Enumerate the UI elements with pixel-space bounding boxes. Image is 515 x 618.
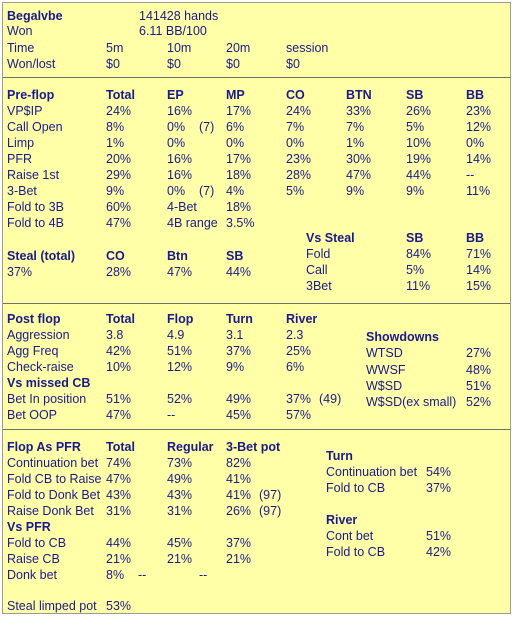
preflop-col-co: CO xyxy=(286,88,305,102)
stat-value: 0% xyxy=(167,184,186,198)
stat-label: 3-Bet xyxy=(7,184,37,198)
steal-col-sb: SB xyxy=(226,249,244,263)
stat-value: 0% xyxy=(226,136,245,150)
flop-pfr-col-total: Total xyxy=(106,440,135,454)
stat-value: 31% xyxy=(106,504,132,518)
four-bet-value: 18% xyxy=(226,200,252,214)
sample-note: (49) xyxy=(319,392,342,406)
preflop-col-mp: MP xyxy=(226,88,245,102)
stat-value: 1% xyxy=(346,136,365,150)
wonlost-session: $0 xyxy=(286,57,300,71)
fold-to-4b-value: 47% xyxy=(106,216,132,230)
stat-value: 12% xyxy=(466,120,492,134)
sample-note: (7) xyxy=(199,184,215,198)
stat-value: 27% xyxy=(466,346,492,360)
stat-value: -- xyxy=(167,408,176,422)
stat-value: 7% xyxy=(346,120,365,134)
stat-value: 41% xyxy=(226,472,252,486)
stat-value: 73% xyxy=(167,456,193,470)
stat-value: 21% xyxy=(106,552,132,566)
stat-value: 8% xyxy=(106,120,125,134)
four-bet-label: 4-Bet xyxy=(167,200,197,214)
stat-value: 1% xyxy=(106,136,125,150)
stat-value: 57% xyxy=(286,408,312,422)
stat-value: 42% xyxy=(426,545,452,559)
stat-value: 5% xyxy=(406,120,425,134)
stat-value: 47% xyxy=(167,265,193,279)
postflop-col-flop: Flop xyxy=(167,312,194,326)
flop-pfr-col-3bet: 3-Bet pot xyxy=(226,440,281,454)
stat-label: Donk bet xyxy=(7,568,58,582)
stat-value: 3.8 xyxy=(106,328,124,342)
stat-value: 17% xyxy=(226,152,252,166)
stat-value: 5% xyxy=(406,263,425,277)
time-session: session xyxy=(286,41,329,55)
player-stats-panel xyxy=(2,2,511,614)
stat-label: Continuation bet xyxy=(326,465,418,479)
stat-value: 24% xyxy=(106,104,132,118)
stat-value: 9% xyxy=(226,360,245,374)
stat-value: 6% xyxy=(226,120,245,134)
wonlost-5m: $0 xyxy=(106,57,120,71)
stat-value: 12% xyxy=(167,360,193,374)
stat-value: 14% xyxy=(466,152,492,166)
stat-value: 47% xyxy=(346,168,372,182)
player-name: Begalvbe xyxy=(7,9,63,23)
stat-value: 14% xyxy=(466,263,492,277)
stat-value: 45% xyxy=(226,408,252,422)
stat-label: Check-raise xyxy=(7,360,74,374)
fourb-range-label: 4B range xyxy=(167,216,218,230)
stat-label: Agg Freq xyxy=(7,344,59,358)
stat-value: -- xyxy=(138,568,147,582)
stat-value: 10% xyxy=(406,136,432,150)
preflop-title: Pre-flop xyxy=(7,88,55,102)
stat-value: 0% xyxy=(466,136,485,150)
stat-value: 52% xyxy=(466,395,492,409)
stat-value: 16% xyxy=(167,104,193,118)
river-title: River xyxy=(326,513,358,527)
stat-value: 26% xyxy=(406,104,432,118)
stat-value: 16% xyxy=(167,152,193,166)
preflop-col-sb: SB xyxy=(406,88,424,102)
stat-label: Fold to CB xyxy=(326,481,386,495)
stat-value: 6% xyxy=(286,360,305,374)
stat-value: 5% xyxy=(286,184,305,198)
steal-col-btn: Btn xyxy=(167,249,188,263)
stat-label: W$SD(ex small) xyxy=(366,395,457,409)
stat-value: 84% xyxy=(406,247,432,261)
stat-value: 0% xyxy=(286,136,305,150)
postflop-col-river: River xyxy=(286,312,318,326)
postflop-col-turn: Turn xyxy=(226,312,253,326)
stat-value: 44% xyxy=(106,536,132,550)
stat-value: 20% xyxy=(106,152,132,166)
stat-value: 21% xyxy=(167,552,193,566)
stat-value: 37% xyxy=(226,344,252,358)
flop-pfr-title: Flop As PFR xyxy=(7,440,81,454)
showdowns-title: Showdowns xyxy=(366,330,439,344)
stat-value: 3.1 xyxy=(226,328,244,342)
stat-value: 15% xyxy=(466,279,492,293)
preflop-col-btn: BTN xyxy=(346,88,372,102)
stat-value: 11% xyxy=(466,184,491,198)
preflop-col-ep: EP xyxy=(167,88,184,102)
vs-steal-col-sb: SB xyxy=(406,231,424,245)
stat-label: Call Open xyxy=(7,120,63,134)
stat-value: 30% xyxy=(346,152,372,166)
stat-label: Limp xyxy=(7,136,35,150)
stat-value: 51% xyxy=(106,392,132,406)
stat-value: 52% xyxy=(167,392,193,406)
stat-label: Fold to CB xyxy=(326,545,386,559)
preflop-col-total: Total xyxy=(106,88,135,102)
wonlost-10m: $0 xyxy=(167,57,181,71)
stat-label: Fold CB to Raise xyxy=(7,472,102,486)
stat-label: Fold xyxy=(306,247,331,261)
stat-value: 71% xyxy=(466,247,492,261)
stat-value: 54% xyxy=(426,465,452,479)
stat-value: 37% xyxy=(226,536,252,550)
stat-value: 51% xyxy=(466,379,492,393)
time-5m: 5m xyxy=(106,41,124,55)
stat-value: 26% xyxy=(226,504,252,518)
preflop-col-bb: BB xyxy=(466,88,485,102)
vs-steal-col-bb: BB xyxy=(466,231,485,245)
stat-value: 2.3 xyxy=(286,328,304,342)
stat-value: 31% xyxy=(167,504,193,518)
steal-title: Steal (total) xyxy=(7,249,76,263)
stat-label: PFR xyxy=(7,152,32,166)
stat-value: 24% xyxy=(286,104,312,118)
stat-value: 51% xyxy=(167,344,193,358)
stat-value: -- xyxy=(199,568,208,582)
time-20m: 20m xyxy=(226,41,251,55)
stat-value: 28% xyxy=(286,168,312,182)
vs-missed-cb-title: Vs missed CB xyxy=(7,376,91,390)
stat-value: 9% xyxy=(346,184,365,198)
time-label: Time xyxy=(7,41,35,55)
stat-label: WTSD xyxy=(366,346,403,360)
stat-label: WWSF xyxy=(366,363,406,377)
stat-value: 33% xyxy=(346,104,372,118)
steal-col-co: CO xyxy=(106,249,125,263)
steal-total-value: 37% xyxy=(7,265,33,279)
stat-label: Fold to Donk Bet xyxy=(7,488,101,502)
divider xyxy=(3,77,510,78)
stat-value: 0% xyxy=(167,120,186,134)
stat-label: Call xyxy=(306,263,328,277)
stat-label: VP$IP xyxy=(7,104,43,118)
stat-value: 51% xyxy=(426,529,452,543)
sample-note: (97) xyxy=(259,488,282,502)
stat-label: Raise 1st xyxy=(7,168,60,182)
stat-value: 19% xyxy=(406,152,432,166)
postflop-title: Post flop xyxy=(7,312,61,326)
stat-value: 41% xyxy=(226,488,252,502)
stat-value: 25% xyxy=(286,344,312,358)
time-10m: 10m xyxy=(167,41,192,55)
hands-count: 141428 hands xyxy=(139,9,219,23)
stat-label: Aggression xyxy=(7,328,70,342)
stat-label: Cont bet xyxy=(326,529,374,543)
stat-value: 44% xyxy=(226,265,252,279)
stat-value: 48% xyxy=(466,363,492,377)
stat-value: 0% xyxy=(167,136,186,150)
stat-value: 16% xyxy=(167,168,193,182)
vs-pfr-title: Vs PFR xyxy=(7,520,51,534)
stat-value: 47% xyxy=(106,472,132,486)
fold-to-3b-label: Fold to 3B xyxy=(7,200,64,214)
won-value: 6.11 BB/100 xyxy=(139,24,207,38)
stat-value: 23% xyxy=(466,104,492,118)
steal-limped-label: Steal limped pot xyxy=(7,599,97,613)
stat-value: 23% xyxy=(286,152,312,166)
stat-value: 45% xyxy=(167,536,193,550)
stat-value: 49% xyxy=(226,392,252,406)
stat-label: Continuation bet xyxy=(7,456,99,470)
stat-value: 43% xyxy=(106,488,132,502)
stat-value: 11% xyxy=(406,279,431,293)
stat-label: Bet In position xyxy=(7,392,87,406)
stat-value: 47% xyxy=(106,408,132,422)
stat-value: 43% xyxy=(167,488,193,502)
stat-value: 28% xyxy=(106,265,132,279)
fold-to-3b-value: 60% xyxy=(106,200,132,214)
divider xyxy=(3,303,510,304)
stat-value: 17% xyxy=(226,104,252,118)
stat-value: 44% xyxy=(406,168,432,182)
postflop-col-total: Total xyxy=(106,312,135,326)
stat-value: 8% xyxy=(106,568,125,582)
stat-label: Bet OOP xyxy=(7,408,58,422)
stat-value: 82% xyxy=(226,456,252,470)
won-label: Won xyxy=(7,24,33,38)
stat-label: Raise CB xyxy=(7,552,60,566)
sample-note: (7) xyxy=(199,120,215,134)
stat-value: 9% xyxy=(106,184,125,198)
stat-value: 37% xyxy=(426,481,452,495)
stat-value: 29% xyxy=(106,168,132,182)
stat-value: -- xyxy=(466,168,475,182)
fourb-range-value: 3.5% xyxy=(226,216,255,230)
stat-value: 9% xyxy=(406,184,425,198)
fold-to-4b-label: Fold to 4B xyxy=(7,216,64,230)
stat-value: 10% xyxy=(106,360,132,374)
stat-label: 3Bet xyxy=(306,279,332,293)
stat-value: 18% xyxy=(226,168,252,182)
stat-value: 42% xyxy=(106,344,132,358)
stat-label: W$SD xyxy=(366,379,403,393)
stat-value: 7% xyxy=(286,120,305,134)
stat-label: Fold to CB xyxy=(7,536,67,550)
stat-value: 4% xyxy=(226,184,245,198)
wonlost-20m: $0 xyxy=(226,57,240,71)
steal-limped-value: 53% xyxy=(106,599,132,613)
flop-pfr-col-regular: Regular xyxy=(167,440,214,454)
stat-value: 49% xyxy=(167,472,193,486)
divider xyxy=(3,429,510,430)
wonlost-label: Won/lost xyxy=(7,57,56,71)
sample-note: (97) xyxy=(259,504,282,518)
turn-title: Turn xyxy=(326,449,353,463)
stat-value: 21% xyxy=(226,552,252,566)
vs-steal-title: Vs Steal xyxy=(306,231,355,245)
stat-value: 37% xyxy=(286,392,312,406)
stat-value: 4.9 xyxy=(167,328,185,342)
stat-label: Raise Donk Bet xyxy=(7,504,94,518)
stat-value: 74% xyxy=(106,456,132,470)
